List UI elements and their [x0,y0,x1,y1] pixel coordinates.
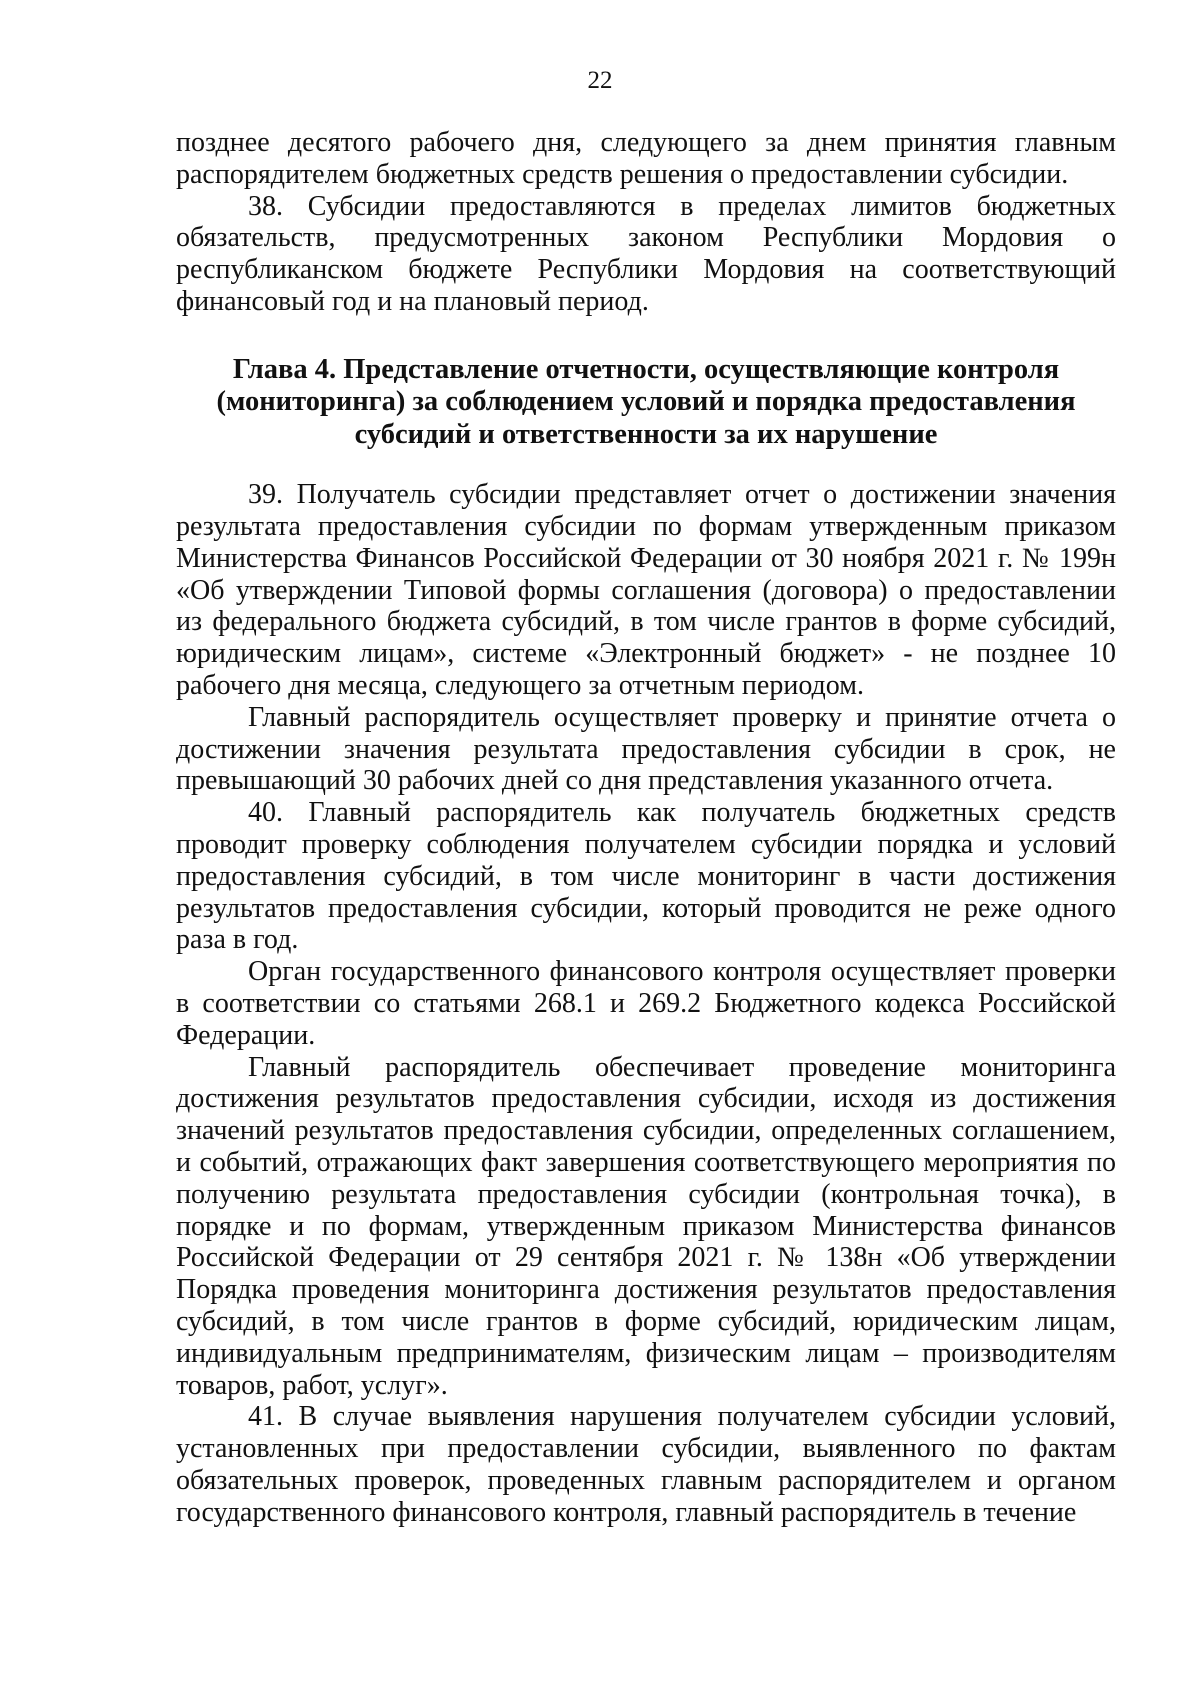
paragraph-continuation: позднее десятого рабочего дня, следующего за днем принятия главным распорядителем бюджетных средств решения о предоставлении субсидии. [176,127,1116,190]
paragraph-item-39: 39. Получатель субсидии представляет отчет о достижении значения результата предоставления субсидии по формам утвержденным приказом Министерства Финансов Российской Федерации от 30 ноября 2021 г. № 199н «Об утверждении Типовой формы соглашения (договора) о предоставлении из федерального бюджета субсидий, в том числе грантов в форме субсидий, юридическим лицам», системе «Электронный бюджет» - не позднее 10 рабочего дня месяца, следующего за отчетным периодом. [176,479,1116,702]
paragraph-item-41: 41. В случае выявления нарушения получателем субсидии условий, установленных при предоставлении субсидии, выявленного по фактам обязательных проверок, проведенных главным распорядителем и органом государственного финансового контроля, главный распорядитель в течение [176,1401,1116,1528]
paragraph-report-check: Главный распорядитель осуществляет проверку и принятие отчета о достижении значения результата предоставления субсидии в срок, не превышающий 30 рабочих дней со дня представления указанного отчета. [176,701,1116,797]
paragraph-financial-control: Орган государственного финансового контроля осуществляет проверки в соответствии со статьями 268.1 и 269.2 Бюджетного кодекса Российской Федерации. [176,956,1116,1051]
paragraph-item-40: 40. Главный распорядитель как получатель бюджетных средств проводит проверку соблюдения получателем субсидии порядка и условий предоставления субсидий, в том числе мониторинг в части достижения результатов предоставления субсидии, который проводится не реже одного раза в год. [176,797,1116,956]
paragraph-monitoring: Главный распорядитель обеспечивает проведение мониторинга достижения результатов предоставления субсидии, исходя из достижения значений результатов предоставления субсидии, определенных соглашением, и событий, отражающих факт завершения соответствующего мероприятия по получению результата предоставления субсидии (контрольная точка), в порядке и по формам, утвержденным приказом Министерства финансов Российской Федерации от 29 сентября 2021 г. № 138н «Об утверждении Порядка проведения мониторинга достижения результатов предоставления субсидий, в том числе грантов в форме субсидий, юридическим лицам, индивидуальным предпринимателям, физическим лицам – производителям товаров, работ, услуг». [176,1051,1116,1401]
chapter-heading-line: Глава 4. Представление отчетности, осуществляющие контроля [232,353,1060,385]
paragraph-item-38: 38. Субсидии предоставляются в пределах лимитов бюджетных обязательств, предусмотренных законом Республики Мордовия о республиканском бюджете Республики Мордовия на соответствующий финансовый год и на плановый период. [176,190,1116,317]
chapter-heading-line: (мониторинга) за соблюдением условий и порядка предоставления [216,386,1076,418]
document-body [176,127,1116,1529]
page-number: 22 [587,67,613,94]
chapter-heading [176,354,1116,452]
chapter-heading-line: субсидий и ответственности за их нарушение [354,418,938,450]
